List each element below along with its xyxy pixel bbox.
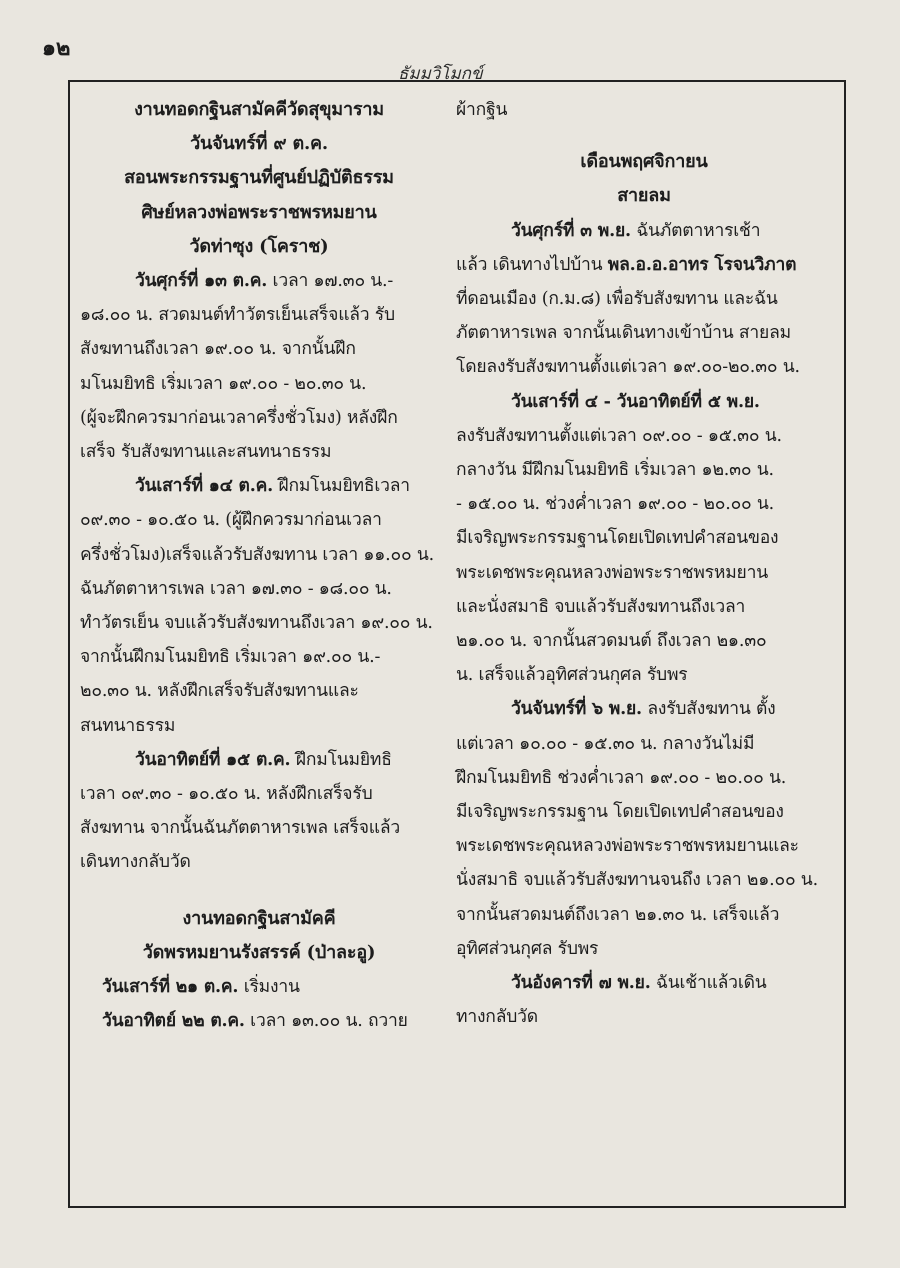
left-column [80, 93, 438, 1038]
schedule-line: นั่งสมาธิ จบแล้วรับสังฆทานจนถึง เวลา ๒๑.๐๐ น. [456, 870, 818, 891]
section-title-sukhumaram [80, 93, 438, 264]
schedule-line: ลงรับสังฆทานตั้งแต่เวลา ๐๙.๐๐ - ๑๕.๓๐ น. [456, 425, 782, 446]
schedule-text: ฝึกมโนมยิทธิเวลา [278, 476, 410, 497]
schedule-line: ๒๑.๐๐ น. จากนั้นสวดมนต์ ถึงเวลา ๒๑.๓๐ [456, 631, 767, 652]
section-title-november: เดือนพฤศจิกายน [580, 151, 708, 173]
schedule-day: วันศุกร์ที่ ๓ พ.ย. [511, 220, 631, 241]
schedule-line: เดินทางกลับวัด [80, 852, 191, 873]
schedule-day: วันจันทร์ที่ ๖ พ.ย. [511, 699, 642, 720]
title-line: งานทอดกฐินสามัคคีวัดสุขุมาราม [134, 99, 384, 120]
schedule-line [456, 248, 832, 282]
schedule-line: ทางกลับวัด [456, 1007, 538, 1028]
schedule-line: มีเจริญพระกรรมฐาน โดยเปิดเทปคำสอนของ [456, 802, 784, 823]
schedule-paragraph-nov6 [456, 692, 832, 966]
schedule-line: ฝึกมโนมยิทธิ ช่วงค่ำเวลา ๑๙.๐๐ - ๒๐.๐๐ น. [456, 767, 787, 788]
title-line: วัดท่าซุง (โคราช) [189, 235, 329, 257]
continuation-text: ผ้ากฐิน [456, 100, 508, 120]
schedule-line: น. เสร็จแล้วอุทิศส่วนกุศล รับพร [456, 665, 688, 686]
schedule-line: เวลา ๐๙.๓๐ - ๑๐.๕๐ น. หลังฝึกเสร็จรับ [80, 784, 373, 805]
schedule-line: มีเจริญพระกรรมฐานโดยเปิดเทปคำสอนของ [456, 528, 779, 549]
title-line: วันจันทร์ที่ ๙ ต.ค. [190, 133, 328, 155]
schedule-line: ๑๘.๐๐ น. สวดมนต์ทำวัตรเย็นเสร็จแล้ว รับ [80, 305, 395, 326]
schedule-day: วันเสาร์ที่ ๔ - วันอาทิตย์ที่ ๕ พ.ย. [511, 391, 760, 412]
schedule-text: ลงรับสังฆทาน ตั้ง [647, 699, 776, 720]
schedule-line [80, 743, 438, 777]
schedule-line: ภัตตาหารเพล จากนั้นเดินทางเข้าบ้าน สายลม [456, 323, 791, 344]
schedule-text: เริ่มงาน [243, 977, 300, 998]
running-header: ธัมมวิโมกข์ [398, 64, 483, 84]
schedule-paragraph-sunday [80, 743, 438, 880]
schedule-line: อุทิศส่วนกุศล รับพร [456, 938, 599, 959]
schedule-line: - ๑๕.๐๐ น. ช่วงค่ำเวลา ๑๙.๐๐ - ๒๐.๐๐ น. [456, 494, 775, 515]
schedule-text: เวลา ๑๓.๐๐ น. ถวาย [250, 1011, 408, 1032]
schedule-line: จากนั้นฝึกมโนมยิทธิ เริ่มเวลา ๑๙.๐๐ น.- [80, 647, 381, 668]
schedule-line: ๒๐.๓๐ น. หลังฝึกเสร็จรับสังฆทานและ [80, 681, 359, 702]
schedule-paragraph-friday [80, 264, 438, 469]
schedule-line: ที่ดอนเมือง (ก.ม.๘) เพื่อรับสังฆทาน และฉัน [456, 289, 778, 310]
schedule-line: สังฆทาน จากนั้นฉันภัตตาหารเพล เสร็จแล้ว [80, 818, 400, 839]
right-column [456, 93, 832, 1034]
schedule-line: (ผู้จะฝึกควรมาก่อนเวลาครึ่งชั่วโมง) หลังฝึก [80, 407, 398, 428]
section-subtitle-sailom: สายลม [617, 185, 671, 207]
schedule-text: เวลา ๑๗.๓๐ น.- [272, 271, 394, 292]
schedule-line: มโนมยิทธิ เริ่มเวลา ๑๙.๐๐ - ๒๐.๓๐ น. [80, 373, 367, 394]
schedule-text: ฉันภัตตาหารเช้า [636, 220, 761, 241]
spacer [80, 880, 438, 902]
schedule-day: วันศุกร์ที่ ๑๓ ต.ค. [135, 271, 268, 292]
host-name: พล.อ.อ.อาทร โรจนวิภาต [607, 254, 797, 275]
schedule-line: พระเดชพระคุณหลวงพ่อพระราชพรหมยาน [456, 562, 768, 583]
schedule-paragraph-saturday [80, 469, 438, 743]
section-title-phrommayan [80, 902, 438, 970]
title-line: วัดพรหมยานรังสรรค์ (ป่าละอู) [142, 941, 376, 963]
schedule-line [80, 1004, 438, 1038]
schedule-text: ฉันเช้าแล้วเดิน [656, 973, 767, 994]
title-line: สอนพระกรรมฐานที่ศูนย์ปฏิบัติธรรม [124, 167, 394, 189]
schedule-line: ทำวัตรเย็น จบแล้วรับสังฆทานถึงเวลา ๑๙.๐๐ น. [80, 613, 433, 634]
schedule-line [80, 469, 438, 503]
schedule-paragraph-nov4-5 [456, 385, 832, 693]
spacer [456, 127, 832, 145]
schedule-day: วันอาทิตย์ที่ ๑๕ ต.ค. [135, 749, 291, 770]
schedule-day: วันเสาร์ที่ ๒๑ ต.ค. [102, 977, 239, 998]
schedule-line: ครึ่งชั่วโมง)เสร็จแล้วรับสังฆทาน เวลา ๑๑.๐๐ น. [80, 544, 434, 565]
schedule-line [456, 692, 832, 726]
schedule-paragraph-nov3 [456, 214, 832, 385]
schedule-line: พระเดชพระคุณหลวงพ่อพระราชพรหมยานและ [456, 836, 799, 857]
schedule-line: เสร็จ รับสังฆทานและสนทนาธรรม [80, 442, 332, 463]
schedule-day: วันอังคารที่ ๗ พ.ย. [511, 973, 651, 994]
schedule-line: แต่เวลา ๑๐.๐๐ - ๑๕.๓๐ น. กลางวันไม่มี [456, 733, 755, 754]
page-number: ๑๒ [42, 35, 71, 61]
schedule-line [456, 214, 832, 248]
schedule-line [80, 970, 438, 1004]
title-line: งานทอดกฐินสามัคคี [182, 907, 336, 929]
schedule-line: ฉันภัตตาหารเพล เวลา ๑๗.๓๐ - ๑๘.๐๐ น. [80, 578, 392, 599]
schedule-text: แล้ว เดินทางไปบ้าน [456, 254, 603, 275]
schedule-line: ๐๙.๓๐ - ๑๐.๕๐ น. (ผู้ฝึกควรมาก่อนเวลา [80, 510, 382, 531]
schedule-day: วันอาทิตย์ ๒๒ ต.ค. [102, 1011, 245, 1032]
schedule-line: โดยลงรับสังฆทานตั้งแต่เวลา ๑๙.๐๐-๒๐.๓๐ น. [456, 357, 800, 378]
schedule-paragraph-nov7 [456, 966, 832, 1034]
schedule-line [456, 966, 832, 1000]
schedule-line: กลางวัน มีฝึกมโนมยิทธิ เริ่มเวลา ๑๒.๓๐ น. [456, 460, 774, 481]
schedule-line [456, 385, 832, 419]
schedule-line: และนั่งสมาธิ จบแล้วรับสังฆทานถึงเวลา [456, 596, 746, 617]
title-line: ศิษย์หลวงพ่อพระราชพรหมยาน [141, 201, 377, 223]
schedule-line [80, 264, 438, 298]
schedule-text: ฝึกมโนมยิทธิ [295, 749, 392, 770]
schedule-day: วันเสาร์ที่ ๑๔ ต.ค. [135, 476, 274, 497]
schedule-line: สังฆทานถึงเวลา ๑๙.๐๐ น. จากนั้นฝึก [80, 339, 356, 360]
schedule-line: จากนั้นสวดมนต์ถึงเวลา ๒๑.๓๐ น. เสร็จแล้ว [456, 904, 780, 925]
schedule-line: สนทนาธรรม [80, 715, 176, 736]
